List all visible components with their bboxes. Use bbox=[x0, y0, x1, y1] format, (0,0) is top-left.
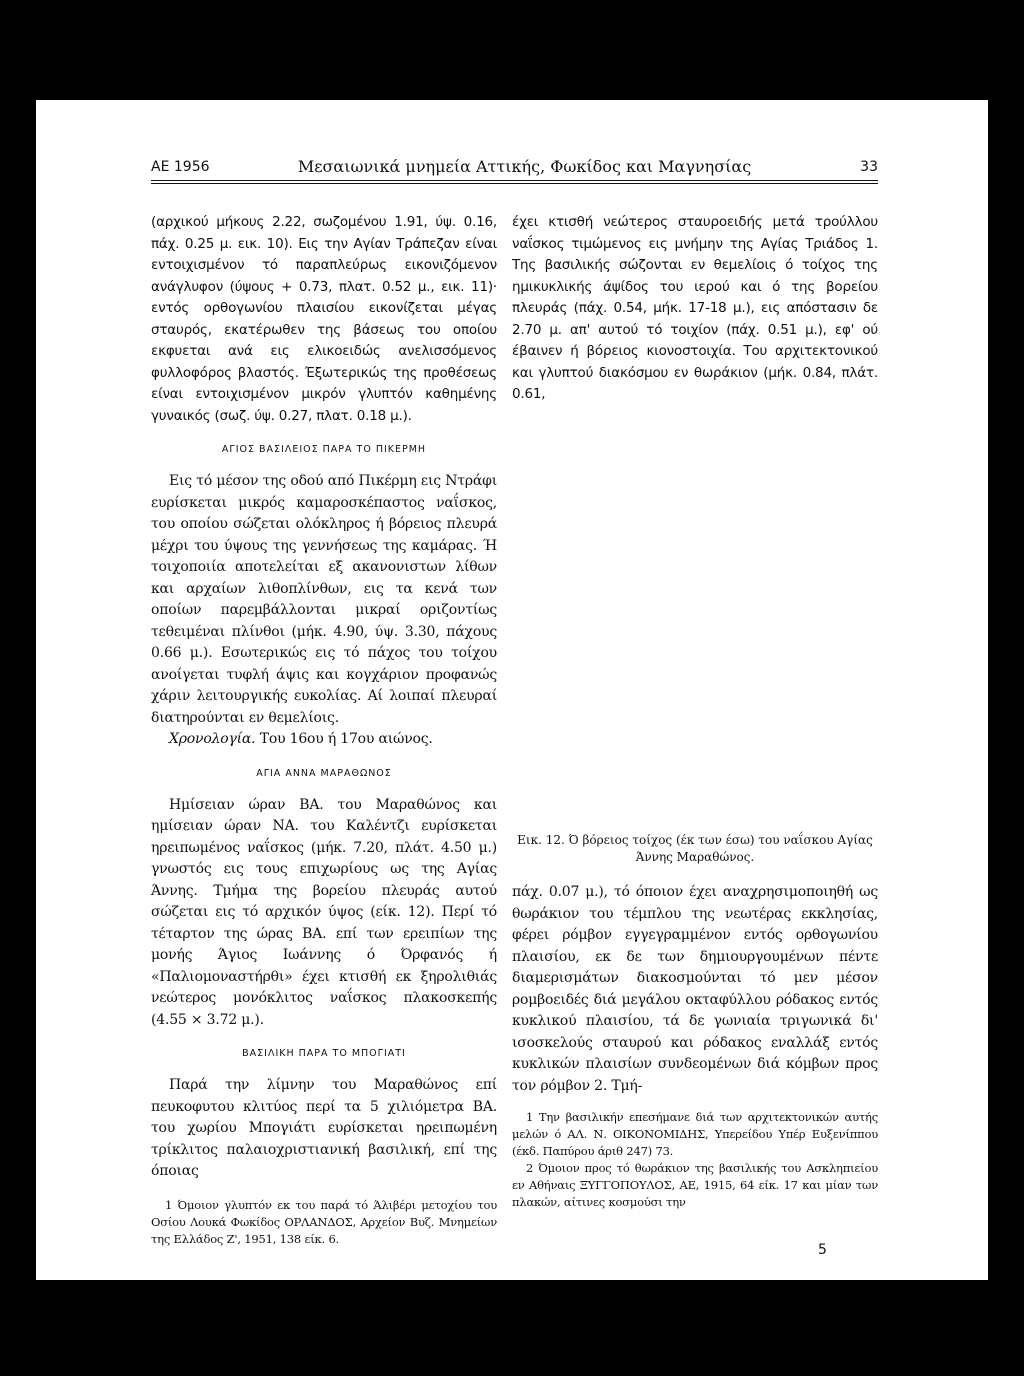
paragraph: έχει κτισθή νεώτερος σταυροειδής μετά τρούλλου ναΐσκος τιμώμενος εις μνήμην της Αγίας Τριάδος 1. Της βασιλικής σώζονται εν θεμελίοις ό τοίχος της ημικυκλικής άψίδος του ιερού και ό της βορείου πλευράς (πάχ. 0.54, μήκ. 17-18 μ.), εις απόστασιν δε 2.70 μ. απ' αυτού τό τοιχίον (πάχ. 0.51 μ.), εφ' ού έβαινεν ή βόρειος κιονοστοιχία. Του αρχιτεκτονικού και γλυπτού διακόσμου εν θωράκιον (μήκ. 0.84, πλάτ. 0.61, bbox=[512, 214, 878, 402]
section-heading: ΑΓΙΑ ΑΝΝΑ ΜΑΡΑΘΩΝΟΣ bbox=[256, 767, 392, 779]
footnotes bbox=[512, 1109, 878, 1211]
header-rule-2 bbox=[151, 183, 878, 184]
footnote: 2 Όμοιον προς τό θωράκιον της βασιλικής του Ασκληπιείου εν Αθήναις ΞΥΓΓΟΠΟΥΛΟΣ, ΑΕ, 1915, 64 είκ. 17 και μίαν των πλακών, αίτινες κοσμούσι την bbox=[512, 1161, 878, 1209]
footnote: 1 Την βασιλικήν επεσήμανε διά των αρχιτεκτονικών αυτής μελών ό ΑΛ. Ν. ΟΙΚΟΝΟΜΙΔΗΣ, Υπερείδου Υπέρ Ευξενίππου (έκδ. Παπύρου άριθ 247) 73. bbox=[512, 1110, 878, 1158]
section-heading: ΑΓΙΟΣ ΒΑΣΙΛΕΙΟΣ ΠΑΡΑ ΤΟ ΠΙΚΕΡΜΗ bbox=[221, 444, 427, 455]
chronology-text: Του 16ου ή 17ου αιώνος. bbox=[259, 731, 433, 747]
signature-mark: 5 bbox=[818, 1242, 827, 1258]
running-header bbox=[151, 155, 878, 179]
left-column bbox=[151, 212, 497, 1248]
chronology-label: Χρονολογία. bbox=[169, 731, 256, 747]
footnotes bbox=[151, 1197, 497, 1248]
journal-abbrev: ΑΕ 1956 bbox=[151, 159, 210, 175]
paragraph: Ημίσειαν ώραν ΒΑ. του Μαραθώνος και ημίσειαν ώραν ΝΑ. του Καλέντζι ευρίσκεται ηρειπωμένος ναΐσκος (μήκ. 7.20, πλάτ. 4.50 μ.) γνωστός εις τους επιχωρίους ως της Αγίας Άννης. Τμήμα της βορείου πλευράς αυτού σώζεται εις τό αρχικόν ύψος (είκ. 12). Περί τό τέταρτον της ώρας ΒΑ. επί των ερειπίων της μονής Άγιος Ιωάννης ό Όρφανός ή «Παλιομοναστήρθι» έχει κτισθή εκ ξηρολιθιάς νεώτερος μονόκλιτος ναΐσκος πλακοσκεπής (4.55 × 3.72 μ.). bbox=[151, 796, 497, 1028]
right-column-top bbox=[512, 212, 878, 406]
footnote: 1 Όμοιον γλυπτόν εκ του παρά τό Άλιβέρι μετοχίου του Οσίου Λουκά Φωκίδος ΟΡΛΑΝΔΟΣ, Αρχείον Βυζ. Μνημείων της Ελλάδος Ζ', 1951, 138 είκ. 6. bbox=[151, 1197, 497, 1246]
right-column-bottom bbox=[512, 882, 878, 1211]
paragraph: (αρχικού μήκους 2.22, σωζομένου 1.91, ύψ. 0.16, πάχ. 0.25 μ. εικ. 10). Εις την Αγίαν Τράπεζαν είναι εντοιχισμένον τό παραπλεύρως εικονιζόμενον ανάγλυφον (ύψους + 0.73, πλατ. 0.52 μ., εικ. 11)· εντός ορθογωνίου πλαισίου εικονίζεται μέγας σταυρός, εκατέρωθεν της βάσεως του οποίου εκφυεται ανά εις ελικοειδώς ανελισσόμενος φυλλοφόρος βλαστός. Έξωτερικώς της προθέσεως είναι εντοιχισμένον μικρόν γλυπτόν καθημένης γυναικός (σωζ. ύψ. 0.27, πλατ. 0.18 μ.). bbox=[151, 214, 497, 424]
header-rule bbox=[151, 180, 878, 181]
paragraph: Εις τό μέσον της οδού από Πικέρμη εις Ντράφι ευρίσκεται μικρός καμαροσκέπαστος ναΐσκος, του οποίου σώζεται ολόκληρος ή βόρειος πλευρά μέχρι του ύψους της γεννήσεως της καμάρας. Ή τοιχοποιία αποτελείται εξ ακανονιστων λίθων και αρχαίων λιθοπλίνθων, εις τα κενά των οποίων παρεμβάλλονται μικραί οριζοντίως τεθειμέναι πλίνθοι (μήκ. 4.90, ύψ. 3.30, πάχους 0.66 μ.). Εσωτερικώς εις τό πάχος του τοίχου ανοίγεται τυφλή άψις και κογχάριον προφανώς χάριν λειτουργικής ευκολίας. Αί λοιπαί πλευραί διατηρούνται εν θεμελίοις. bbox=[151, 473, 497, 726]
page-number: 33 bbox=[860, 159, 878, 175]
figure-caption-block bbox=[512, 832, 878, 866]
figure-caption: Εικ. 12. Ό βόρειος τοίχος (έκ των έσω) του ναΐσκου Αγίας Άννης Μαραθώνος. bbox=[517, 833, 873, 864]
paragraph: πάχ. 0.07 μ.), τό όποιον έχει αναχρησιμοποιηθή ως θωράκιον του τέμπλου της νεωτέρας εκκλησίας, φέρει ρόμβον εγγεγραμμένον εντός ορθογωνίου πλαισίου, εκ δε των δημιουργουμένων πέντε διαμερισμάτων διακοσμούνται τό μεν μέσον ρομβοειδές διά μεγάλου οκταφύλλου ρόδακος εντός κυκλικού πλαισίου, τά δε γωνιαία τριγωνικά δι' ισοσκελούς σταυρού και ρόδακος εναλλάξ εντός κυκλικών πλαισίων συνδεομένων διά κόμβων προς τον ρόμβον 2. Τμή- bbox=[512, 884, 878, 1094]
running-title: Μεσαιωνικά μνημεία Αττικής, Φωκίδος και Μαγνησίας bbox=[297, 157, 752, 176]
chronology-line bbox=[151, 729, 497, 751]
paragraph: Παρά την λίμνην του Μαραθώνος επί πευκοφυτου κλιτύος περί τα 5 χιλιόμετρα ΒΑ. του χωρίου Μπογιάτι ευρίσκεται ηρειπωμένη τρίκλιτος παλαιοχριστιανική βασιλική, επί της όποιας bbox=[151, 1077, 497, 1179]
section-heading: ΒΑΣΙΛΙΚΗ ΠΑΡΑ ΤΟ ΜΠΟΓΙΑΤΙ bbox=[242, 1048, 406, 1059]
